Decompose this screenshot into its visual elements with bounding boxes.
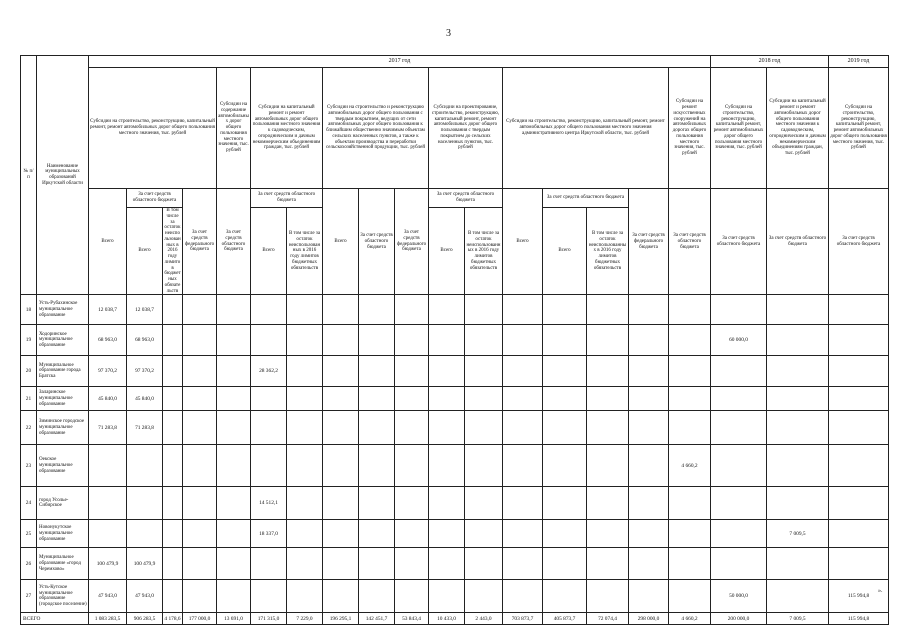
value-cell [543, 580, 587, 613]
g9-regional-header: За счет средств областного бюджета [767, 189, 829, 295]
row-number: 26 [21, 548, 37, 580]
subsidy-header-9: Субсидии на капитальный ремонт и ремонт автомобильных дорог общего пользования местного значения к садоводческим, огородническим и дачным некоммерческим объединениям граждан, тыс. рублей [767, 68, 829, 189]
row-number: 23 [21, 445, 37, 487]
g3-total-header: Всего [251, 208, 287, 295]
value-cell [359, 548, 395, 580]
row-number: 24 [21, 487, 37, 520]
value-cell [503, 548, 543, 580]
value-cell [287, 445, 323, 487]
value-cell [323, 387, 359, 411]
value-cell [465, 445, 503, 487]
value-cell [669, 356, 711, 387]
municipality-name: Усть-Рубахинское муниципальное образование [37, 295, 89, 325]
value-cell [163, 548, 183, 580]
value-cell [429, 295, 465, 325]
value-cell [669, 487, 711, 520]
row-number: 25 [21, 520, 37, 548]
value-cell: 115 994,8 [829, 580, 889, 613]
value-cell [251, 445, 287, 487]
value-cell [629, 487, 669, 520]
value-cell [395, 325, 429, 356]
total-value-cell: 298 000,0 [629, 613, 669, 625]
table-row [21, 520, 889, 548]
g3-regional-header: За счет средств областного бюджета [251, 189, 323, 208]
value-cell [429, 445, 465, 487]
table-row [21, 580, 889, 613]
g5-regional-header: За счет средств областного бюджета [429, 189, 503, 208]
value-cell [669, 580, 711, 613]
value-cell: 97 370,2 [127, 356, 163, 387]
value-cell [503, 411, 543, 445]
value-cell [429, 356, 465, 387]
value-cell [163, 411, 183, 445]
value-cell [359, 387, 395, 411]
value-cell [465, 411, 503, 445]
trailing-mark: ». [878, 588, 883, 594]
total-value-cell: 142 451,7 [359, 613, 395, 625]
value-cell [543, 295, 587, 325]
value-cell [767, 580, 829, 613]
value-cell [127, 520, 163, 548]
value-cell [217, 325, 251, 356]
value-cell: 14 512,1 [251, 487, 287, 520]
value-cell [629, 325, 669, 356]
value-cell [217, 356, 251, 387]
g5-total-header: Всего [429, 208, 465, 295]
value-cell [669, 387, 711, 411]
value-cell [829, 387, 889, 411]
total-row [21, 613, 889, 625]
value-cell [395, 295, 429, 325]
value-cell [429, 411, 465, 445]
value-cell [465, 295, 503, 325]
g6-federal-header: За счет средств федерального бюджета [629, 189, 669, 295]
value-cell [287, 487, 323, 520]
value-cell [543, 411, 587, 445]
value-cell [629, 520, 669, 548]
value-cell: 100 479,9 [89, 548, 127, 580]
value-cell [829, 356, 889, 387]
value-cell [251, 387, 287, 411]
value-cell [669, 411, 711, 445]
value-cell [359, 295, 395, 325]
row-number: 22 [21, 411, 37, 445]
value-cell [323, 295, 359, 325]
value-cell [323, 548, 359, 580]
value-cell [711, 520, 767, 548]
table-row [21, 295, 889, 325]
g4-total-header: Всего [323, 189, 359, 295]
g6-total-header: Всего [503, 189, 543, 295]
header-row-years [21, 56, 889, 68]
value-cell [163, 445, 183, 487]
value-cell: 68 963,0 [89, 325, 127, 356]
value-cell [287, 548, 323, 580]
value-cell [359, 445, 395, 487]
value-cell [503, 325, 543, 356]
value-cell [217, 411, 251, 445]
value-cell: 71 283,8 [89, 411, 127, 445]
value-cell [543, 387, 587, 411]
g10-regional-header: За счет средств областного бюджета [829, 189, 889, 295]
value-cell [829, 325, 889, 356]
value-cell [711, 445, 767, 487]
g6-regional-total-header: Всего [543, 208, 587, 295]
value-cell [395, 356, 429, 387]
municipality-name: Зиминское городское муниципальное образование [37, 411, 89, 445]
value-cell: 60 000,0 [711, 325, 767, 356]
total-value-cell: 405 873,7 [543, 613, 587, 625]
total-value-cell: 1 083 283,5 [89, 613, 127, 625]
g4-regional-header: За счет средств областного бюджета [359, 189, 395, 295]
value-cell [287, 295, 323, 325]
value-cell [767, 487, 829, 520]
total-value-cell: 703 873,7 [503, 613, 543, 625]
value-cell [429, 548, 465, 580]
value-cell [829, 445, 889, 487]
total-value-cell: 10 433,0 [429, 613, 465, 625]
value-cell [711, 295, 767, 325]
municipality-name: Новонукутское муниципальное образование [37, 520, 89, 548]
value-cell [217, 580, 251, 613]
value-cell [359, 580, 395, 613]
subsidy-table [20, 55, 889, 625]
total-value-cell: 53 843,4 [395, 613, 429, 625]
g1-total-header: Всего [89, 189, 127, 295]
value-cell [395, 580, 429, 613]
value-cell [587, 356, 629, 387]
value-cell [429, 580, 465, 613]
total-value-cell: 906 283,5 [127, 613, 163, 625]
g1-regional-total-header: Всего [127, 208, 163, 295]
value-cell [183, 580, 217, 613]
value-cell [629, 548, 669, 580]
value-cell [711, 356, 767, 387]
municipality-name: Заларинское муниципальное образование [37, 387, 89, 411]
value-cell: 4 660,2 [669, 445, 711, 487]
value-cell: 47 943,0 [127, 580, 163, 613]
value-cell [395, 487, 429, 520]
value-cell [183, 387, 217, 411]
municipality-name: Муниципальное образование города Братска [37, 356, 89, 387]
value-cell [587, 580, 629, 613]
g7-regional-header: За счет средств областного бюджета [669, 189, 711, 295]
g4-federal-header: За счет средств федерального бюджета [395, 189, 429, 295]
value-cell [587, 387, 629, 411]
value-cell [669, 520, 711, 548]
value-cell [323, 325, 359, 356]
value-cell [767, 387, 829, 411]
value-cell [543, 548, 587, 580]
value-cell: 50 000,0 [711, 580, 767, 613]
value-cell [629, 356, 669, 387]
value-cell [163, 295, 183, 325]
value-cell [89, 520, 127, 548]
col-name-header: Наименование муниципальных образований Иркутской области [37, 56, 89, 295]
value-cell [163, 487, 183, 520]
value-cell [829, 295, 889, 325]
value-cell [251, 548, 287, 580]
value-cell [829, 548, 889, 580]
value-cell [587, 325, 629, 356]
subsidy-header-3: Субсидии на капитальный ремонт и ремонт автомобильных дорог общего пользования местного значения к садоводческим, огородническим и дачным некоммерческим объединениям граждан, тыс. рублей [251, 68, 323, 189]
value-cell [217, 548, 251, 580]
value-cell [465, 520, 503, 548]
value-cell [543, 487, 587, 520]
value-cell [587, 487, 629, 520]
value-cell [587, 548, 629, 580]
value-cell [465, 548, 503, 580]
value-cell [323, 487, 359, 520]
value-cell [287, 325, 323, 356]
total-label: ВСЕГО [21, 613, 89, 625]
table-row [21, 325, 889, 356]
municipality-name: Муниципальное образование «город Черемхово» [37, 548, 89, 580]
value-cell [323, 520, 359, 548]
year-2017-header: 2017 год [89, 56, 711, 68]
value-cell [251, 580, 287, 613]
value-cell [183, 445, 217, 487]
value-cell [829, 520, 889, 548]
value-cell [429, 325, 465, 356]
value-cell [767, 295, 829, 325]
value-cell [163, 580, 183, 613]
value-cell [711, 387, 767, 411]
municipality-name: Ходоринское муниципальное образование [37, 325, 89, 356]
value-cell [251, 411, 287, 445]
value-cell [767, 445, 829, 487]
col-no-header: № п/ п [21, 56, 37, 295]
municipality-name: город Усолье-Сибирское [37, 487, 89, 520]
value-cell [359, 520, 395, 548]
value-cell [183, 325, 217, 356]
subsidy-table-container [20, 55, 888, 625]
value-cell [429, 520, 465, 548]
value-cell [395, 548, 429, 580]
value-cell [629, 387, 669, 411]
subsidy-header-1: Субсидии на строительство, реконструкцию, капитальный ремонт, ремонт автомобильных дорог общего пользования местного значения, тыс. рублей [89, 68, 217, 189]
subsidy-header-8: Субсидии на строительство, реконструкцию, капитальный ремонт, ремонт автомобильных дорог общего пользования местного значения, тыс. рублей [711, 68, 767, 189]
total-value-cell: 7 009,5 [767, 613, 829, 625]
value-cell [323, 411, 359, 445]
value-cell [287, 411, 323, 445]
total-value-cell: 72 074,4 [587, 613, 629, 625]
value-cell [465, 325, 503, 356]
value-cell [429, 487, 465, 520]
value-cell: 71 283,8 [127, 411, 163, 445]
value-cell [711, 548, 767, 580]
value-cell [503, 580, 543, 613]
value-cell [395, 445, 429, 487]
value-cell [829, 411, 889, 445]
value-cell [217, 445, 251, 487]
year-2019-header: 2019 год [829, 56, 889, 68]
value-cell [503, 445, 543, 487]
municipality-name: Оекское муниципальное образование [37, 445, 89, 487]
value-cell [587, 445, 629, 487]
value-cell [429, 387, 465, 411]
value-cell [669, 295, 711, 325]
total-value-cell: 115 994,8 [829, 613, 889, 625]
value-cell [587, 520, 629, 548]
value-cell [587, 295, 629, 325]
value-cell [711, 411, 767, 445]
value-cell: 7 009,5 [767, 520, 829, 548]
value-cell [503, 387, 543, 411]
value-cell [503, 295, 543, 325]
value-cell [323, 445, 359, 487]
value-cell [465, 487, 503, 520]
value-cell [163, 356, 183, 387]
value-cell [629, 580, 669, 613]
subsidy-header-4: Субсидии на строительство и реконструкцию автомобильных дорог общего пользования с твердым покрытием, ведущих от сети автомобильных дорог общего пользования к ближайшим общественно значимым объектам сельских населенных пунктов, а также к объектам производства и переработки сельскохозяйственной продукции, тыс. рублей [323, 68, 429, 189]
value-cell [503, 356, 543, 387]
value-cell: 12 038,7 [89, 295, 127, 325]
value-cell [127, 445, 163, 487]
value-cell [395, 411, 429, 445]
table-row [21, 356, 889, 387]
value-cell [395, 387, 429, 411]
value-cell [359, 356, 395, 387]
subsidy-header-5: Субсидии на проектирование, строительство, реконструкцию, капитальный ремонт, ремонт автомобильных дорог общего пользования с твердым покрытием до сельских населенных пунктов, тыс. рублей [429, 68, 503, 189]
value-cell [217, 295, 251, 325]
value-cell [251, 325, 287, 356]
value-cell: 18 337,0 [251, 520, 287, 548]
value-cell [89, 487, 127, 520]
value-cell [767, 325, 829, 356]
value-cell [629, 295, 669, 325]
g6-unused-header: В том числе за остаток неиспользованных в 2016 году лимитов бюджетных обязательств [587, 208, 629, 295]
value-cell [287, 356, 323, 387]
value-cell: 68 963,0 [127, 325, 163, 356]
page-number: 3 [446, 28, 451, 39]
value-cell [629, 411, 669, 445]
value-cell [183, 295, 217, 325]
subsidy-header-7: Субсидии на ремонт искусственных сооружений на автомобильных дорогах общего пользования местного значения, тыс. рублей [669, 68, 711, 189]
value-cell [829, 487, 889, 520]
subsidy-header-6: Субсидии на строительство, реконструкцию, капитальный ремонт, ремонт автомобильных дорог общего пользования местного значения административного центра Иркутской области, тыс. рублей [503, 68, 669, 189]
value-cell [543, 356, 587, 387]
value-cell [767, 411, 829, 445]
value-cell [587, 411, 629, 445]
g3-unused-header: В том числе за остаток неиспользованных в 2016 году лимитов бюджетных обязательств [287, 208, 323, 295]
value-cell [543, 325, 587, 356]
g5-unused-header: В том числе за остаток неиспользованных в 2016 году лимитов бюджетных обязательств [465, 208, 503, 295]
value-cell [465, 580, 503, 613]
row-number: 18 [21, 295, 37, 325]
table-row [21, 411, 889, 445]
year-2018-header: 2018 год [711, 56, 829, 68]
total-value-cell: 13 691,0 [217, 613, 251, 625]
value-cell [543, 520, 587, 548]
value-cell [163, 520, 183, 548]
header-row-subsidies [21, 68, 889, 189]
value-cell [543, 445, 587, 487]
g1-federal-header: За счет средств федерального бюджета [183, 189, 217, 295]
header-row-sources [21, 189, 889, 208]
total-value-cell: 177 000,0 [183, 613, 217, 625]
table-body [21, 295, 889, 625]
g1-regional-header: За счет средств областного бюджета [127, 189, 183, 208]
value-cell [323, 580, 359, 613]
g8-regional-header: За счет средств областного бюджета [711, 189, 767, 295]
subsidy-header-10: Субсидии на строительство, реконструкцию, капитальный ремонт, ремонт автомобильных дорог общего пользования местного значения, тыс. рублей [829, 68, 889, 189]
value-cell [183, 487, 217, 520]
total-value-cell: 7 229,0 [287, 613, 323, 625]
value-cell: 12 038,7 [127, 295, 163, 325]
value-cell [503, 487, 543, 520]
row-number: 19 [21, 325, 37, 356]
total-value-cell: 4 178,6 [163, 613, 183, 625]
value-cell [183, 520, 217, 548]
value-cell [323, 356, 359, 387]
value-cell [251, 295, 287, 325]
value-cell [287, 387, 323, 411]
g2-regional-header: За счет средств областного бюджета [217, 189, 251, 295]
value-cell [465, 387, 503, 411]
value-cell: 45 840,0 [127, 387, 163, 411]
table-row [21, 387, 889, 411]
value-cell: 97 370,2 [89, 356, 127, 387]
municipality-name: Усть-Кутское муниципальное образование (городское поселение) [37, 580, 89, 613]
value-cell [669, 548, 711, 580]
value-cell [359, 325, 395, 356]
value-cell [183, 356, 217, 387]
value-cell [669, 325, 711, 356]
total-value-cell: 196 295,1 [323, 613, 359, 625]
value-cell [217, 520, 251, 548]
total-value-cell: 2 443,0 [465, 613, 503, 625]
value-cell [287, 520, 323, 548]
row-number: 20 [21, 356, 37, 387]
value-cell: 100 479,9 [127, 548, 163, 580]
value-cell: 45 840,0 [89, 387, 127, 411]
row-number: 21 [21, 387, 37, 411]
value-cell [217, 487, 251, 520]
value-cell [127, 487, 163, 520]
value-cell [183, 411, 217, 445]
value-cell [629, 445, 669, 487]
row-number: 27 [21, 580, 37, 613]
subsidy-header-2: Субсидии на содержание автомобильных дорог общего пользования местного значения, тыс. рублей [217, 68, 251, 189]
total-value-cell: 200 000,0 [711, 613, 767, 625]
total-value-cell: 4 660,2 [669, 613, 711, 625]
table-row [21, 445, 889, 487]
value-cell [767, 548, 829, 580]
value-cell [711, 487, 767, 520]
table-row [21, 487, 889, 520]
value-cell [183, 548, 217, 580]
g6-regional-header: За счет средств областного бюджета [543, 189, 629, 208]
value-cell [163, 325, 183, 356]
value-cell [503, 520, 543, 548]
value-cell [287, 580, 323, 613]
table-row [21, 548, 889, 580]
value-cell [89, 445, 127, 487]
value-cell [359, 487, 395, 520]
value-cell [767, 356, 829, 387]
g1-unused-header: В том числе за остаток неиспользованных в 2016 году лимитов бюджетных обязательств [164, 208, 181, 294]
value-cell: 47 943,0 [89, 580, 127, 613]
value-cell [465, 356, 503, 387]
total-value-cell: 171 315,0 [251, 613, 287, 625]
value-cell [217, 387, 251, 411]
value-cell: 28 362,2 [251, 356, 287, 387]
value-cell [359, 411, 395, 445]
value-cell [395, 520, 429, 548]
value-cell [163, 387, 183, 411]
